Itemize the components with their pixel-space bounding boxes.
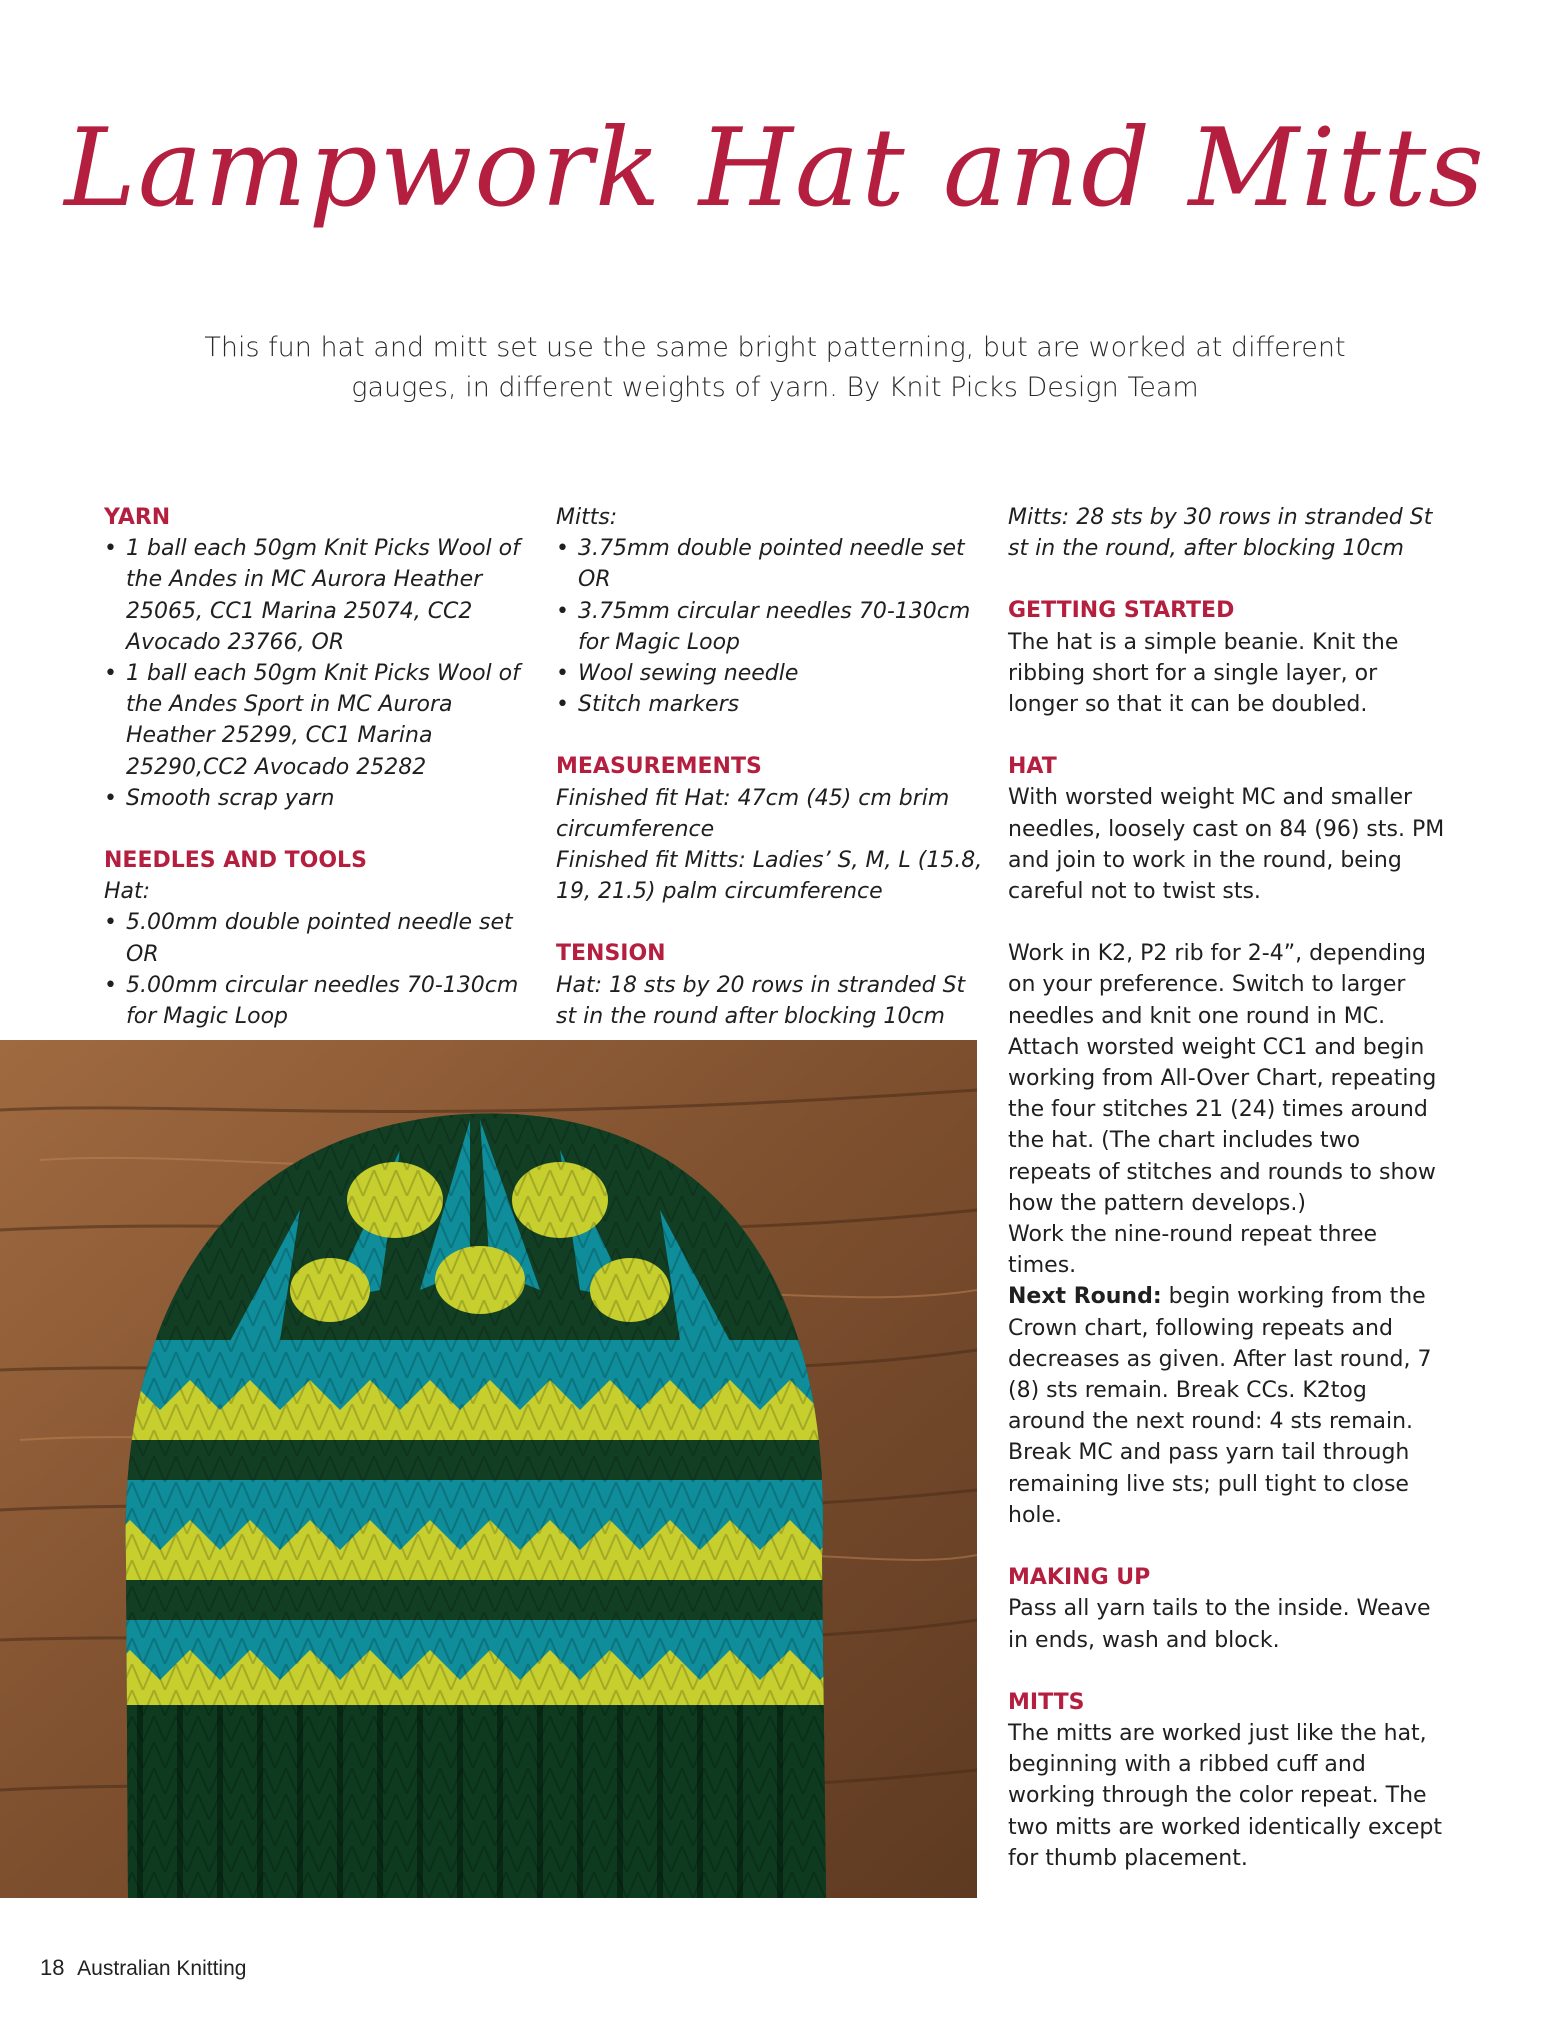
list-item: • Stitch markers [556, 689, 986, 720]
hat-paragraph-2: Work in K2, P2 rib for 2-4”, depending on your preference. Switch to larger needles and knit one round in MC. [1008, 941, 1427, 1029]
mitts-text: The mitts are worked just like the hat, beginning with a ribbed cuff and working through the color repeat. The two mitts are worked identically except for thumb placement. [1008, 1720, 1442, 1871]
hat-heading: HAT [1008, 754, 1057, 780]
page-title: Lampwork Hat and Mitts [64, 106, 1486, 231]
hat-paragraph-5 [1008, 1281, 1448, 1531]
yarn-list [104, 533, 544, 814]
tension-hat: Hat: 18 sts by 20 rows in stranded St st in the round after blocking 10cm [556, 972, 966, 1029]
page-footer [40, 1955, 246, 1981]
needles-heading: NEEDLES AND TOOLS [104, 848, 367, 874]
making-up-text: Pass all yarn tails to the inside. Weave in ends, wash and block. [1008, 1596, 1431, 1653]
hat-needles-list [104, 907, 544, 1032]
column-1 [104, 502, 544, 1032]
intro-paragraph: This fun hat and mitt set use the same bright patterning, but are worked at different gauges, in different weights of yarn. By Knit Picks Design Team [204, 332, 1346, 403]
page-number: 18 [40, 1955, 65, 1980]
hat-paragraph-4: Work the nine-round repeat three times. [1008, 1222, 1378, 1279]
measurements-heading: MEASUREMENTS [556, 754, 762, 780]
getting-started-heading: GETTING STARTED [1008, 598, 1235, 624]
getting-started-text: The hat is a simple beanie. Knit the ribbing short for a single layer, or longer so that it can be doubled. [1008, 629, 1399, 718]
list-item: • 1 ball each 50gm Knit Picks Wool of the Andes in MC Aurora Heather 25065, CC1 Marina 25074, CC2 Avocado 23766, OR [104, 533, 544, 658]
magazine-name: Australian Knitting [77, 1957, 247, 1980]
list-item: • 3.75mm double pointed needle set OR [556, 533, 986, 595]
mitts-needles-list [556, 533, 986, 720]
mitts-heading: MITTS [1008, 1689, 1085, 1715]
hat-paragraph-3: Attach worsted weight CC1 and begin working from All-Over Chart, repeating the four stitches 21 (24) times around the hat. (The chart includes two repeats of stitches and rounds to show how the pattern develops.) [1008, 1034, 1437, 1216]
hat-paragraph-1: With worsted weight MC and smaller needles, loosely cast on 84 (96) sts. PM and join to work in the round, being careful not to twist sts. [1008, 785, 1445, 905]
list-item: • 3.75mm circular needles 70-130cm for Magic Loop [556, 596, 986, 658]
list-item: • Smooth scrap yarn [104, 783, 544, 814]
next-round-text: begin working from the Crown chart, following repeats and decreases as given. After last round, 7 (8) sts remain. Break CCs. K2tog around the next round: 4 sts remain. Break MC and pass yarn tail through remaining live sts; pull tight to close hole. [1008, 1284, 1432, 1528]
tension-mitts: Mitts: 28 sts by 30 rows in stranded St st in the round, after blocking 10cm [1008, 505, 1433, 562]
list-item: • Wool sewing needle [556, 658, 986, 689]
measurements-hat: Finished fit Hat: 47cm (45) cm brim circumference [556, 785, 950, 842]
measurements-mitts: Finished fit Mitts: Ladies’ S, M, L (15.8, 19, 21.5) palm circumference [556, 848, 983, 905]
list-item: • 5.00mm circular needles 70-130cm for Magic Loop [104, 970, 544, 1032]
making-up-heading: MAKING UP [1008, 1565, 1151, 1591]
column-3 [1008, 502, 1448, 1874]
list-item: • 5.00mm double pointed needle set OR [104, 907, 544, 969]
column-2 [556, 502, 986, 1032]
hat-photo [0, 1040, 977, 1898]
next-round-label: Next Round: [1008, 1284, 1162, 1310]
mitts-needles-label: Mitts: [556, 505, 618, 530]
hat-needles-label: Hat: [104, 879, 151, 905]
list-item: • 1 ball each 50gm Knit Picks Wool of the Andes Sport in MC Aurora Heather 25299, CC1 Marina 25290,CC2 Avocado 25282 [104, 658, 544, 783]
tension-heading: TENSION [556, 941, 666, 967]
yarn-heading: YARN [104, 505, 171, 530]
